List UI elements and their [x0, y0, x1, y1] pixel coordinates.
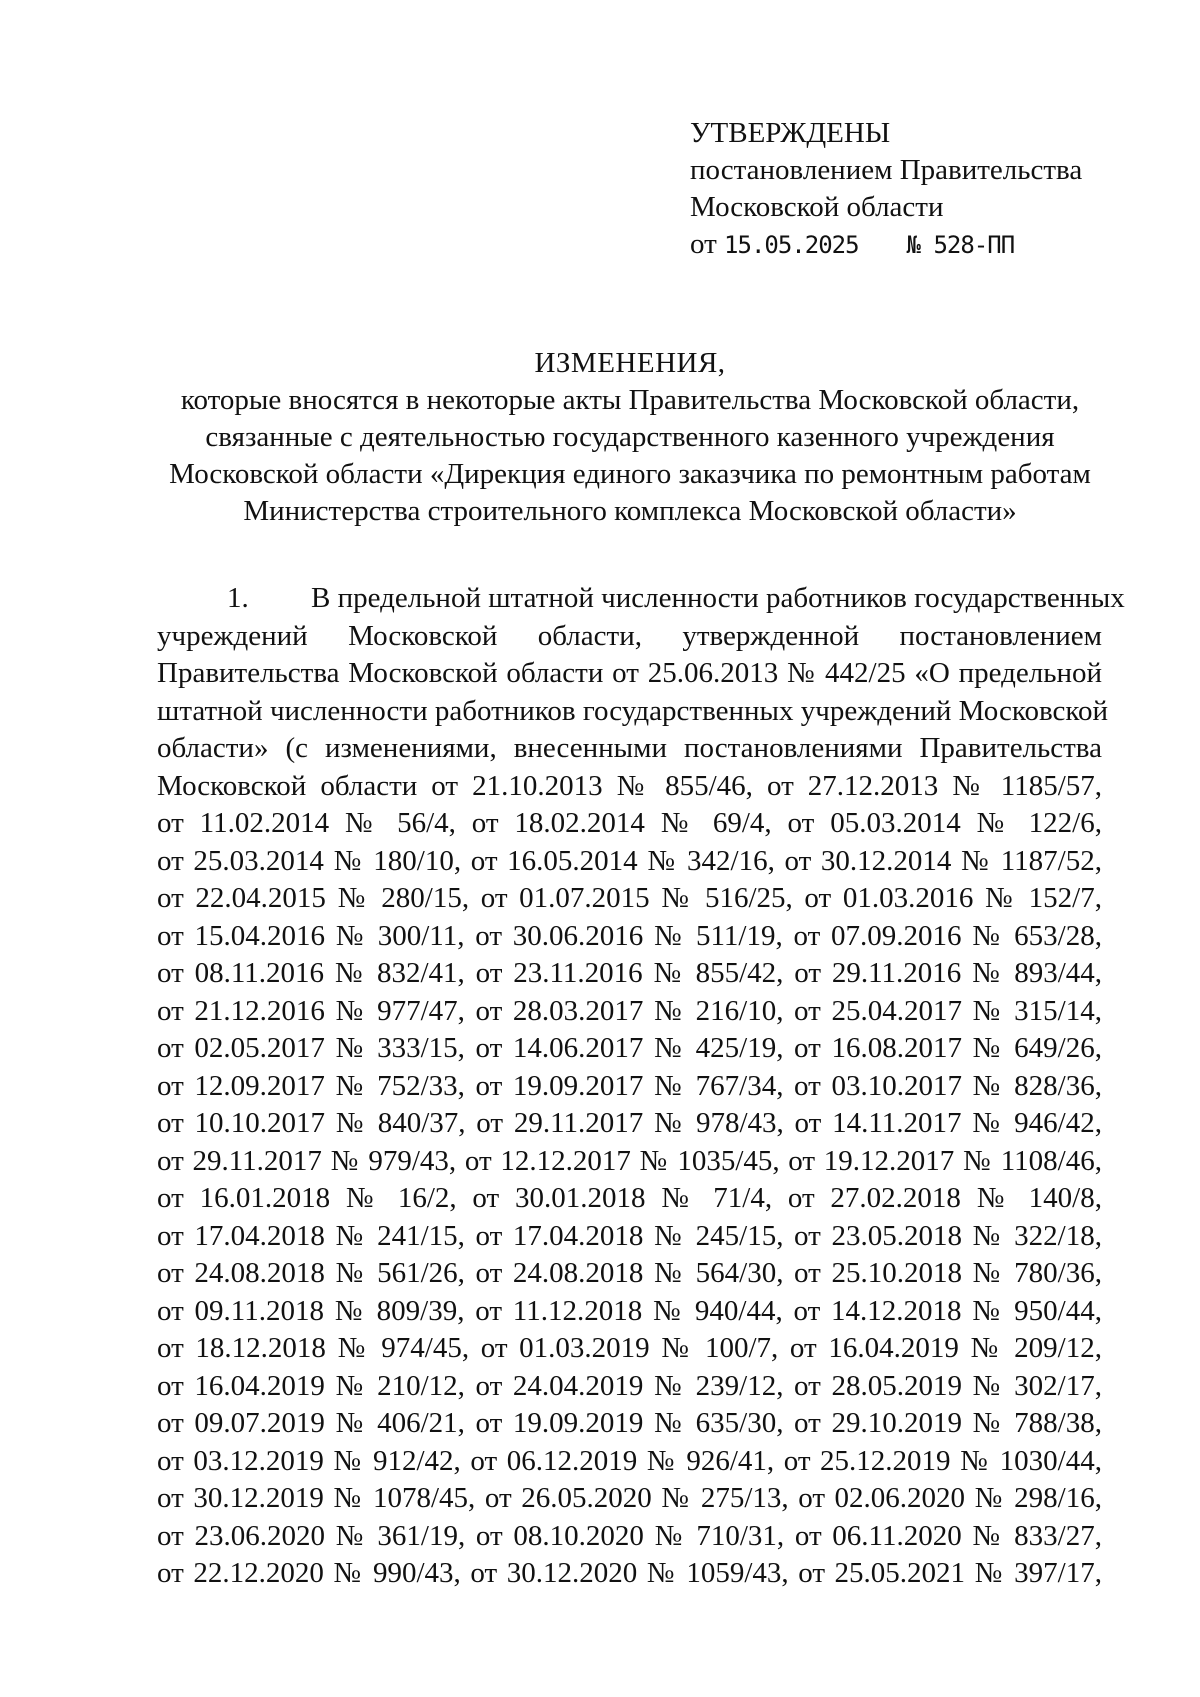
document-title: ИЗМЕНЕНИЯ,	[534, 347, 726, 379]
approval-date-line	[690, 226, 1170, 264]
body-line: от 12.09.2017 № 752/33, от 19.09.2017 № 767/34, от 03.10.2017 № 828/36,	[157, 1069, 1102, 1102]
body-line-text: В предельной штатной численности работников государственных	[311, 582, 1125, 614]
body-line: области» (с изменениями, внесенными постановлениями Правительства	[157, 732, 1102, 764]
body-line: от 02.05.2017 № 333/15, от 14.06.2017 № 425/19, от 16.08.2017 № 649/26,	[157, 1032, 1102, 1064]
body-line: от 09.11.2018 № 809/39, от 11.12.2018 № 940/44, от 14.12.2018 № 950/44,	[157, 1294, 1102, 1327]
approval-date-prefix: от	[690, 228, 717, 260]
approval-heading: УТВЕРЖДЕНЫ	[690, 117, 891, 149]
body-line: от 10.10.2017 № 840/37, от 29.11.2017 № 978/43, от 14.11.2017 № 946/42,	[157, 1107, 1102, 1139]
body-line: от 11.02.2014 № 56/4, от 18.02.2014 № 69/4, от 05.03.2014 № 122/6,	[157, 807, 1102, 839]
approval-stamp	[690, 115, 1170, 264]
body-line: от 30.12.2019 № 1078/45, от 26.05.2020 № 275/13, от 02.06.2020 № 298/16,	[157, 1482, 1102, 1514]
body-line: от 22.12.2020 № 990/43, от 30.12.2020 № 1059/43, от 25.05.2021 № 397/17,	[157, 1557, 1102, 1589]
approval-date: 15.05.2025	[724, 231, 859, 259]
document-body	[157, 580, 1125, 1593]
body-line: от 16.04.2019 № 210/12, от 24.04.2019 № 239/12, от 28.05.2019 № 302/17,	[157, 1369, 1102, 1402]
body-line: от 29.11.2017 № 979/43, от 12.12.2017 № 1035/45, от 19.12.2017 № 1108/46,	[157, 1144, 1102, 1177]
title-line: Министерства строительного комплекса Московской области»	[243, 495, 1017, 527]
approval-number: № 528-ПП	[906, 231, 1015, 259]
body-line	[157, 580, 1125, 618]
body-line: от 23.06.2020 № 361/19, от 08.10.2020 № 710/31, от 06.11.2020 № 833/27,	[157, 1519, 1102, 1552]
body-line: от 17.04.2018 № 241/15, от 17.04.2018 № 245/15, от 23.05.2018 № 322/18,	[157, 1219, 1102, 1252]
body-line: Правительства Московской области от 25.06.2013 № 442/25 «О предельной	[157, 657, 1102, 689]
title-line: связанные с деятельностью государственного казенного учреждения	[205, 421, 1055, 453]
body-line: от 08.11.2016 № 832/41, от 23.11.2016 № 855/42, от 29.11.2016 № 893/44,	[157, 957, 1102, 989]
title-line: которые вносятся в некоторые акты Правительства Московской области,	[180, 384, 1080, 416]
approval-line-2: Московской области	[690, 191, 944, 223]
body-line: от 21.12.2016 № 977/47, от 28.03.2017 № 216/10, от 25.04.2017 № 315/14,	[157, 994, 1102, 1027]
body-line: штатной численности работников государственных учреждений Московской	[157, 694, 1108, 727]
body-line: от 09.07.2019 № 406/21, от 19.09.2019 № 635/30, от 29.10.2019 № 788/38,	[157, 1407, 1102, 1439]
body-line: от 15.04.2016 № 300/11, от 30.06.2016 № 511/19, от 07.09.2016 № 653/28,	[157, 919, 1102, 952]
body-line: от 18.12.2018 № 974/45, от 01.03.2019 № 100/7, от 16.04.2019 № 209/12,	[157, 1332, 1102, 1364]
approval-line-1: постановлением Правительства	[690, 154, 1083, 186]
body-line: от 24.08.2018 № 561/26, от 24.08.2018 № 564/30, от 25.10.2018 № 780/36,	[157, 1257, 1102, 1289]
body-line: от 16.01.2018 № 16/2, от 30.01.2018 № 71/4, от 27.02.2018 № 140/8,	[157, 1182, 1102, 1214]
body-line: учреждений Московской области, утвержденной постановлением	[157, 619, 1102, 652]
document-title-block	[160, 345, 1100, 530]
title-line: Московской области «Дирекция единого заказчика по ремонтным работам	[169, 458, 1091, 490]
body-line: от 22.04.2015 № 280/15, от 01.07.2015 № 516/25, от 01.03.2016 № 152/7,	[157, 882, 1102, 914]
body-line: Московской области от 21.10.2013 № 855/46, от 27.12.2013 № 1185/57,	[157, 769, 1102, 802]
item-number: 1.	[227, 582, 249, 614]
body-line: от 03.12.2019 № 912/42, от 06.12.2019 № 926/41, от 25.12.2019 № 1030/44,	[157, 1444, 1102, 1477]
body-line: от 25.03.2014 № 180/10, от 16.05.2014 № 342/16, от 30.12.2014 № 1187/52,	[157, 844, 1102, 877]
